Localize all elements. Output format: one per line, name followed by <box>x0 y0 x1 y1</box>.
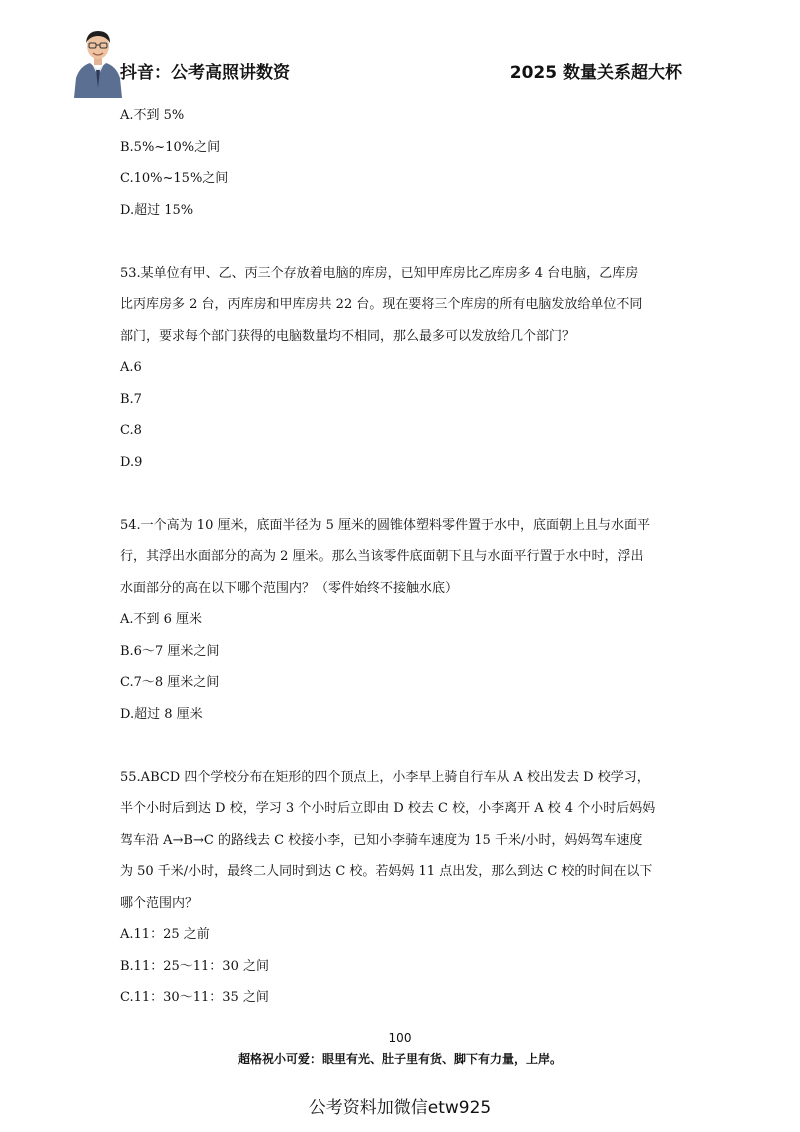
question-stem-line: 半个小时后到达 D 校，学习 3 个小时后立即由 D 校去 C 校，小李离开 A 校 4 个小时后妈妈 <box>120 801 656 816</box>
option-d: D.超过 15% <box>120 202 194 218</box>
header-right-title: 2025 数量关系超大杯 <box>509 63 682 83</box>
footer-motto: 超格祝小可爱：眼里有光、肚子里有货、脚下有力量，上岸。 <box>237 1052 562 1066</box>
option-b: B.7 <box>120 391 142 407</box>
option-b: B.6～7 厘米之间 <box>120 643 220 659</box>
watermark-text: 公考资料加微信etw925 <box>308 1098 492 1118</box>
option-a: A.不到 5% <box>120 108 185 123</box>
author-avatar <box>72 26 124 98</box>
option-c: C.11：30～11：35 之间 <box>120 990 269 1005</box>
question-stem-line: 比丙库房多 2 台，丙库房和甲库房共 22 台。现在要将三个库房的所有电脑发放给单位不同 <box>120 297 643 312</box>
header-left-title: 抖音：公考高照讲数资 <box>120 63 290 83</box>
option-a: A.不到 6 厘米 <box>120 612 203 627</box>
question-stem-line: 55.ABCD 四个学校分布在矩形的四个顶点上，小李早上骑自行车从 A 校出发去 D 校学习， <box>120 769 650 785</box>
spacer <box>120 226 685 258</box>
question-stem-line: 行，其浮出水面部分的高为 2 厘米。那么当该零件底面朝下且与水面平行置于水中时，浮出 <box>120 549 644 564</box>
question-stem-line: 水面部分的高在以下哪个范围内？（零件始终不接触水底） <box>120 580 459 596</box>
option-d: D.9 <box>120 454 143 470</box>
question-stem-line: 54.一个高为 10 厘米，底面半径为 5 厘米的圆锥体塑料零件置于水中，底面朝上且与水面平 <box>120 517 651 533</box>
question-stem-line: 驾车沿 A→B→C 的路线去 C 校接小李，已知小李骑车速度为 15 千米/小时，妈妈驾车速度 <box>120 832 643 848</box>
option-c: C.8 <box>120 423 142 438</box>
option-a: A.6 <box>120 360 142 375</box>
question-stem-line: 为 50 千米/小时，最终二人同时到达 C 校。若妈妈 11 点出发，那么到达 C 校的时间在以下 <box>120 864 653 879</box>
question-55 <box>120 762 685 1014</box>
page-content <box>120 100 685 1014</box>
option-d: D.超过 8 厘米 <box>120 706 203 722</box>
page-number: 100 <box>388 1031 412 1045</box>
option-c: C.7～8 厘米之间 <box>120 675 220 690</box>
option-b: B.11：25～11：30 之间 <box>120 958 269 974</box>
question-stem-line: 53.某单位有甲、乙、丙三个存放着电脑的库房，已知甲库房比乙库房多 4 台电脑，乙库房 <box>120 265 639 281</box>
question-stem-line: 部门，要求每个部门获得的电脑数量均不相同，那么最多可以发放给几个部门？ <box>120 328 576 344</box>
question-stem-line: 哪个范围内？ <box>120 895 199 911</box>
option-c: C.10%~15%之间 <box>120 171 229 186</box>
option-b: B.5%~10%之间 <box>120 139 221 155</box>
option-a: A.11：25 之前 <box>120 927 210 942</box>
spacer <box>120 478 685 510</box>
question-54 <box>120 510 685 731</box>
question-53 <box>120 258 685 479</box>
spacer <box>120 730 685 762</box>
